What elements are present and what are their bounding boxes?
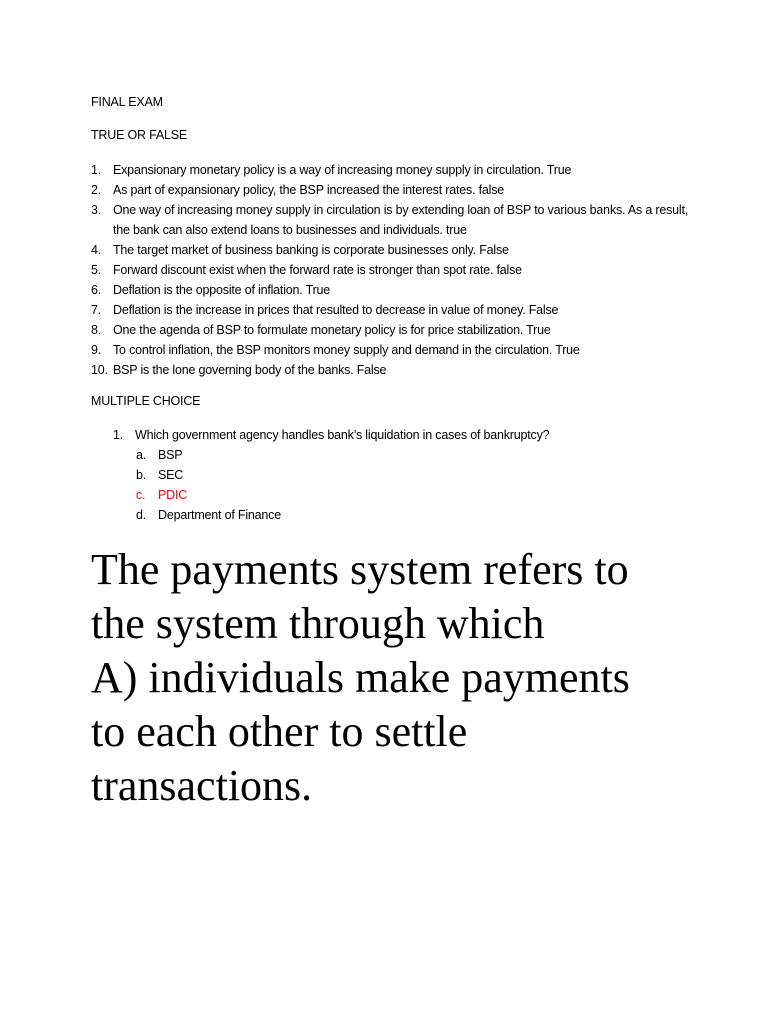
option-letter: d. xyxy=(136,508,147,522)
multiple-choice-heading: MULTIPLE CHOICE xyxy=(91,394,201,408)
option-text: Department of Finance xyxy=(158,508,281,522)
payments-system-text xyxy=(91,543,711,813)
list-item xyxy=(91,160,691,180)
list-item xyxy=(91,240,691,260)
item-text: Forward discount exist when the forward rate is stronger than spot rate. false xyxy=(113,263,522,277)
text-line: The payments system refers to xyxy=(91,545,629,594)
item-text: As part of expansionary policy, the BSP increased the interest rates. false xyxy=(113,183,505,197)
item-text: Expansionary monetary policy is a way of increasing money supply in circulation. True xyxy=(113,163,572,177)
option-letter: b. xyxy=(136,468,147,482)
list-item xyxy=(91,320,691,340)
list-item xyxy=(91,200,691,240)
exam-title: FINAL EXAM xyxy=(91,95,163,109)
list-item xyxy=(91,360,691,380)
text-line: transactions. xyxy=(91,761,313,810)
option-text: SEC xyxy=(158,468,184,482)
list-item xyxy=(91,260,691,280)
question xyxy=(113,425,673,445)
list-item xyxy=(91,340,691,360)
true-false-list xyxy=(91,160,691,380)
option-text: BSP xyxy=(158,448,183,462)
option-text: PDIC xyxy=(158,488,188,502)
item-text: To control inflation, the BSP monitors money supply and demand in the circulation. True xyxy=(113,343,580,357)
item-number: 7. xyxy=(91,303,102,317)
item-text: Deflation is the opposite of inflation. True xyxy=(113,283,331,297)
item-number: 4. xyxy=(91,243,102,257)
item-text: BSP is the lone governing body of the banks. False xyxy=(113,363,387,377)
item-number: 10. xyxy=(91,363,108,377)
text-line: A) individuals make payments xyxy=(91,653,630,702)
item-number: 3. xyxy=(91,203,102,217)
option-letter: a. xyxy=(136,448,147,462)
option-a xyxy=(113,445,673,465)
item-number: 9. xyxy=(91,343,102,357)
item-text: Deflation is the increase in prices that resulted to decrease in value of money. False xyxy=(113,303,559,317)
multiple-choice-question-block xyxy=(113,425,673,525)
option-d xyxy=(113,505,673,525)
answer-options xyxy=(113,445,673,525)
item-number: 1. xyxy=(91,163,102,177)
item-number: 2. xyxy=(91,183,102,197)
text-line: to each other to settle xyxy=(91,707,468,756)
item-number: 5. xyxy=(91,263,102,277)
true-false-heading: TRUE OR FALSE xyxy=(91,128,188,142)
item-number: 6. xyxy=(91,283,102,297)
text-line: the system through which xyxy=(91,599,545,648)
question-number: 1. xyxy=(113,428,124,442)
list-item xyxy=(91,300,691,320)
list-item xyxy=(91,180,691,200)
item-number: 8. xyxy=(91,323,102,337)
list-item xyxy=(91,280,691,300)
option-c-correct xyxy=(113,485,673,505)
question-text: Which government agency handles bank’s liquidation in cases of bankruptcy? xyxy=(135,428,550,442)
item-text: The target market of business banking is corporate businesses only. False xyxy=(113,243,509,257)
item-text: One the agenda of BSP to formulate monetary policy is for price stabilization. True xyxy=(113,323,551,337)
option-letter: c. xyxy=(136,488,146,502)
option-b xyxy=(113,465,673,485)
item-text: One way of increasing money supply in circulation is by extending loan of BSP to various banks. As a result, the bank can also extend loans to businesses and individuals. true xyxy=(113,203,689,237)
